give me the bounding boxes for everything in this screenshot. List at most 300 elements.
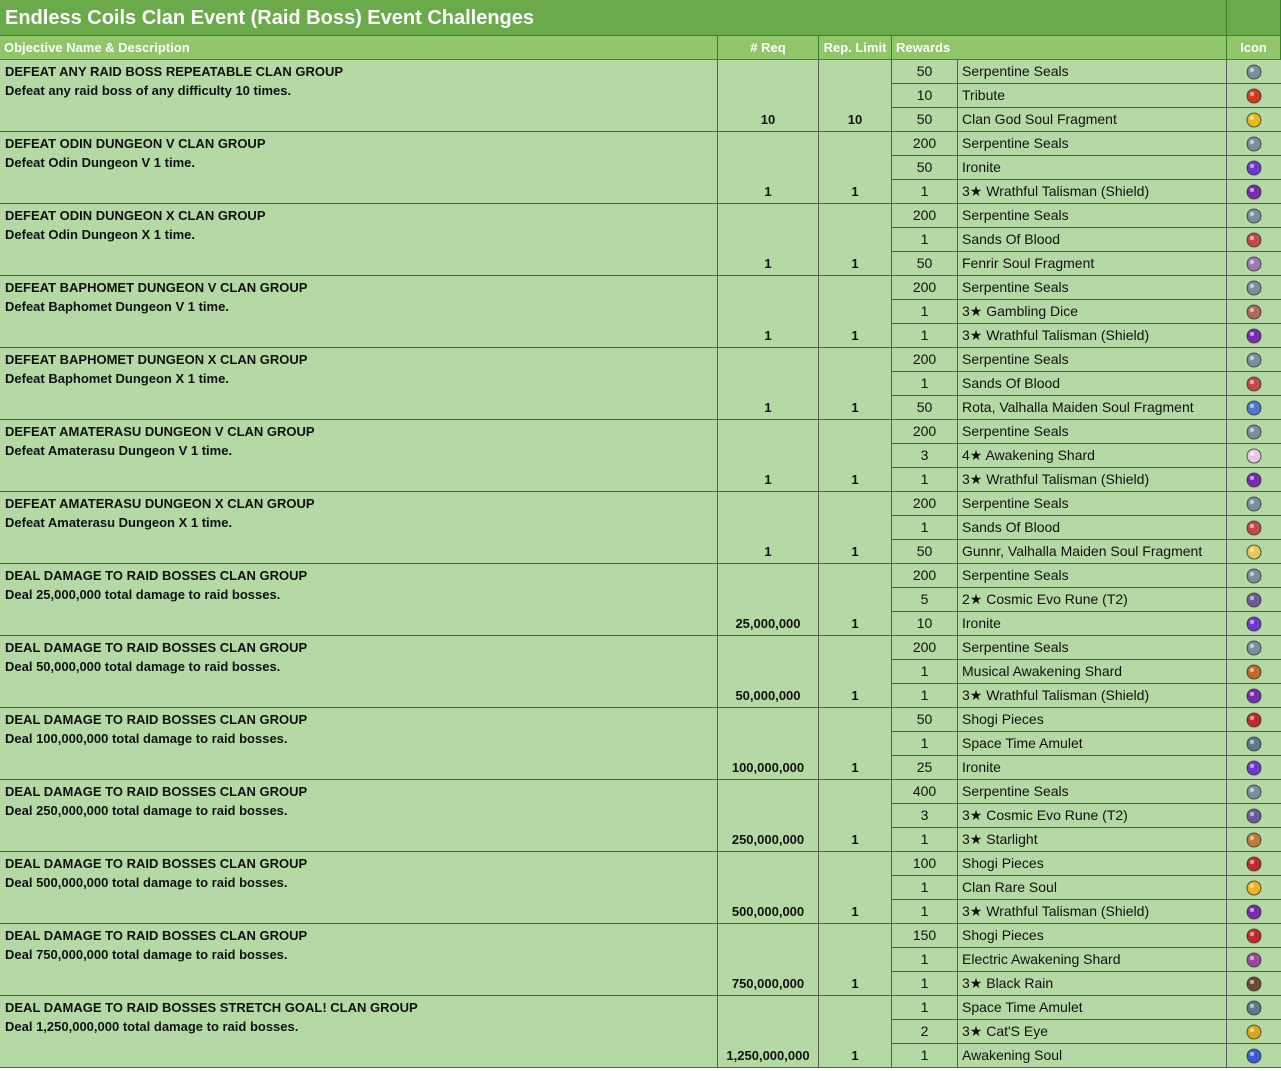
objective-name: DEAL DAMAGE TO RAID BOSSES CLAN GROUP	[5, 928, 308, 943]
reward-icon-cell[interactable]	[1227, 108, 1281, 131]
objective-description: Deal 500,000,000 total damage to raid bosses.	[5, 875, 288, 890]
rep-limit-cell[interactable]	[819, 708, 892, 779]
reward-icon-cell[interactable]	[1227, 324, 1281, 347]
reward-icon-cell[interactable]	[1227, 60, 1281, 83]
reward-row	[892, 828, 1281, 851]
reward-quantity[interactable]: 10	[892, 612, 958, 635]
reward-name[interactable]: 3★ Wrathful Talisman (Shield)	[958, 684, 1227, 707]
reward-icon-cell[interactable]	[1227, 996, 1281, 1019]
reward-quantity[interactable]: 1	[892, 996, 958, 1019]
rep-limit-cell[interactable]	[819, 492, 892, 563]
objective-description: Deal 25,000,000 total damage to raid bosses.	[5, 587, 281, 602]
req-cell[interactable]	[718, 204, 819, 275]
reward-row	[892, 108, 1281, 131]
req-cell[interactable]	[718, 780, 819, 851]
clan-rare-soul-icon	[1246, 880, 1262, 896]
objective-description: Defeat Amaterasu Dungeon X 1 time.	[5, 515, 233, 530]
reward-quantity[interactable]: 200	[892, 636, 958, 659]
reward-row	[892, 204, 1281, 228]
objective-group	[0, 564, 1281, 636]
objective-cell[interactable]	[0, 348, 718, 419]
reward-name[interactable]: Shogi Pieces	[958, 852, 1227, 875]
objective-name: DEFEAT ANY RAID BOSS REPEATABLE CLAN GROUP	[5, 64, 344, 79]
reward-quantity[interactable]: 200	[892, 204, 958, 227]
reward-icon-cell[interactable]	[1227, 204, 1281, 227]
reward-quantity[interactable]: 200	[892, 564, 958, 587]
reward-row	[892, 1020, 1281, 1044]
reward-quantity[interactable]: 150	[892, 924, 958, 947]
rep-limit-cell[interactable]	[819, 204, 892, 275]
reward-quantity[interactable]: 1	[892, 1044, 958, 1067]
objective-cell[interactable]	[0, 852, 718, 923]
tribute-icon	[1246, 88, 1262, 104]
rep-limit-cell[interactable]	[819, 636, 892, 707]
reward-name[interactable]: Clan Rare Soul	[958, 876, 1227, 899]
objective-name: DEAL DAMAGE TO RAID BOSSES CLAN GROUP	[5, 784, 308, 799]
reward-icon-cell[interactable]	[1227, 540, 1281, 563]
gambling-dice-icon	[1246, 304, 1262, 320]
req-value: 750,000,000	[731, 976, 805, 991]
req-value: 1	[764, 400, 772, 415]
reward-name[interactable]: 3★ Wrathful Talisman (Shield)	[958, 324, 1227, 347]
reward-quantity[interactable]: 1	[892, 324, 958, 347]
sands-of-blood-icon	[1246, 520, 1262, 536]
wrathful-talisman-icon	[1246, 184, 1262, 200]
reward-icon-cell[interactable]	[1227, 348, 1281, 371]
cosmic-evo-rune-icon	[1246, 808, 1262, 824]
reward-quantity[interactable]: 1	[892, 468, 958, 491]
reward-row	[892, 300, 1281, 324]
reward-quantity[interactable]: 25	[892, 756, 958, 779]
rewards-block	[892, 564, 1281, 635]
objective-name: DEAL DAMAGE TO RAID BOSSES CLAN GROUP	[5, 568, 308, 583]
objective-group	[0, 420, 1281, 492]
objective-description: Defeat Amaterasu Dungeon V 1 time.	[5, 443, 233, 458]
reward-icon-cell[interactable]	[1227, 420, 1281, 443]
reward-icon-cell[interactable]	[1227, 468, 1281, 491]
req-cell[interactable]	[718, 708, 819, 779]
reward-icon-cell[interactable]	[1227, 516, 1281, 539]
rewards-block	[892, 852, 1281, 923]
objective-cell[interactable]	[0, 708, 718, 779]
cosmic-evo-rune-icon	[1246, 592, 1262, 608]
req-value: 1	[764, 544, 772, 559]
reward-row	[892, 564, 1281, 588]
ironite-icon	[1246, 616, 1262, 632]
reward-quantity[interactable]: 50	[892, 708, 958, 731]
reward-row	[892, 516, 1281, 540]
wrathful-talisman-icon	[1246, 904, 1262, 920]
objective-cell[interactable]	[0, 204, 718, 275]
sheet-title[interactable]: Endless Coils Clan Event (Raid Boss) Event Challenges	[0, 0, 1227, 36]
reward-row	[892, 900, 1281, 923]
header-rep-limit[interactable]: Rep. Limit	[819, 36, 892, 60]
req-cell[interactable]	[718, 636, 819, 707]
reward-name[interactable]: Serpentine Seals	[958, 780, 1227, 803]
reward-row	[892, 780, 1281, 804]
reward-icon-cell[interactable]	[1227, 276, 1281, 299]
reward-quantity[interactable]: 10	[892, 84, 958, 107]
reward-icon-cell[interactable]	[1227, 372, 1281, 395]
objective-cell[interactable]	[0, 60, 718, 131]
reward-icon-cell[interactable]	[1227, 156, 1281, 179]
reward-quantity[interactable]: 1	[892, 876, 958, 899]
reward-icon-cell[interactable]	[1227, 684, 1281, 707]
reward-name[interactable]: Serpentine Seals	[958, 204, 1227, 227]
rep-limit-cell[interactable]	[819, 60, 892, 131]
rep-limit-cell[interactable]	[819, 420, 892, 491]
reward-icon-cell[interactable]	[1227, 636, 1281, 659]
reward-row	[892, 540, 1281, 563]
reward-name[interactable]: 2★ Cosmic Evo Rune (T2)	[958, 588, 1227, 611]
reward-name[interactable]: 3★ Cosmic Evo Rune (T2)	[958, 804, 1227, 827]
reward-row	[892, 684, 1281, 707]
ironite-icon	[1246, 160, 1262, 176]
reward-quantity[interactable]: 50	[892, 108, 958, 131]
req-value: 1	[764, 184, 772, 199]
reward-name[interactable]: Fenrir Soul Fragment	[958, 252, 1227, 275]
objective-name: DEAL DAMAGE TO RAID BOSSES STRETCH GOAL! CLAN GROUP	[5, 1000, 418, 1015]
reward-quantity[interactable]: 1	[892, 372, 958, 395]
rewards-block	[892, 348, 1281, 419]
req-cell[interactable]	[718, 276, 819, 347]
reward-quantity[interactable]: 1	[892, 900, 958, 923]
rep-limit-cell[interactable]	[819, 132, 892, 203]
reward-icon-cell[interactable]	[1227, 708, 1281, 731]
reward-name[interactable]: Space Time Amulet	[958, 732, 1227, 755]
reward-icon-cell[interactable]	[1227, 612, 1281, 635]
reward-row	[892, 180, 1281, 203]
reward-icon-cell[interactable]	[1227, 924, 1281, 947]
objective-description: Defeat Odin Dungeon X 1 time.	[5, 227, 195, 242]
rep-limit-cell[interactable]	[819, 780, 892, 851]
reward-row	[892, 996, 1281, 1020]
reward-row	[892, 348, 1281, 372]
reward-icon-cell[interactable]	[1227, 300, 1281, 323]
reward-row	[892, 612, 1281, 635]
serpentine-seal-icon	[1246, 136, 1262, 152]
objective-cell[interactable]	[0, 780, 718, 851]
objectives-table	[0, 60, 1281, 1068]
req-value: 1	[764, 472, 772, 487]
rep-limit-value: 1	[851, 904, 859, 919]
objective-cell[interactable]	[0, 564, 718, 635]
reward-icon-cell[interactable]	[1227, 756, 1281, 779]
reward-quantity[interactable]: 1	[892, 660, 958, 683]
reward-name[interactable]: Musical Awakening Shard	[958, 660, 1227, 683]
rewards-block	[892, 204, 1281, 275]
reward-quantity[interactable]: 50	[892, 252, 958, 275]
reward-quantity[interactable]: 1	[892, 516, 958, 539]
rep-limit-value: 1	[851, 256, 859, 271]
req-cell[interactable]	[718, 492, 819, 563]
reward-name[interactable]: Rota, Valhalla Maiden Soul Fragment	[958, 396, 1227, 419]
reward-row	[892, 444, 1281, 468]
objective-cell[interactable]	[0, 420, 718, 491]
reward-name[interactable]: 3★ Wrathful Talisman (Shield)	[958, 900, 1227, 923]
reward-name[interactable]: Sands Of Blood	[958, 516, 1227, 539]
req-cell[interactable]	[718, 996, 819, 1067]
reward-name[interactable]: Shogi Pieces	[958, 924, 1227, 947]
serpentine-seal-icon	[1246, 280, 1262, 296]
reward-quantity[interactable]: 5	[892, 588, 958, 611]
objective-description: Deal 100,000,000 total damage to raid bosses.	[5, 731, 288, 746]
rep-limit-cell[interactable]	[819, 348, 892, 419]
rep-limit-cell[interactable]	[819, 852, 892, 923]
objective-group	[0, 348, 1281, 420]
reward-row	[892, 852, 1281, 876]
awakening-soul-icon	[1246, 1048, 1262, 1064]
rewards-block	[892, 276, 1281, 347]
shogi-pieces-icon	[1246, 928, 1262, 944]
reward-icon-cell[interactable]	[1227, 252, 1281, 275]
reward-name[interactable]: Serpentine Seals	[958, 420, 1227, 443]
objective-group	[0, 996, 1281, 1068]
reward-icon-cell[interactable]	[1227, 876, 1281, 899]
reward-name[interactable]: Sands Of Blood	[958, 372, 1227, 395]
req-value: 250,000,000	[731, 832, 805, 847]
reward-name[interactable]: Space Time Amulet	[958, 996, 1227, 1019]
reward-quantity[interactable]: 1	[892, 300, 958, 323]
objective-group	[0, 780, 1281, 852]
reward-quantity[interactable]: 1	[892, 972, 958, 995]
objective-description: Defeat Baphomet Dungeon V 1 time.	[5, 299, 229, 314]
reward-icon-cell[interactable]	[1227, 228, 1281, 251]
objective-group	[0, 852, 1281, 924]
reward-quantity[interactable]: 50	[892, 156, 958, 179]
clan-god-soul-fragment-icon	[1246, 112, 1262, 128]
serpentine-seal-icon	[1246, 352, 1262, 368]
reward-name[interactable]: Serpentine Seals	[958, 60, 1227, 83]
reward-quantity[interactable]: 2	[892, 1020, 958, 1043]
reward-name[interactable]: Gunnr, Valhalla Maiden Soul Fragment	[958, 540, 1227, 563]
reward-name[interactable]: 3★ Cat'S Eye	[958, 1020, 1227, 1043]
reward-icon-cell[interactable]	[1227, 972, 1281, 995]
reward-row	[892, 588, 1281, 612]
reward-icon-cell[interactable]	[1227, 948, 1281, 971]
header-rewards[interactable]: Rewards	[892, 36, 1227, 60]
musical-awakening-shard-icon	[1246, 664, 1262, 680]
reward-row	[892, 492, 1281, 516]
rep-limit-cell[interactable]	[819, 924, 892, 995]
reward-quantity[interactable]: 1	[892, 732, 958, 755]
space-time-amulet-icon	[1246, 1000, 1262, 1016]
reward-quantity[interactable]: 1	[892, 684, 958, 707]
reward-row	[892, 156, 1281, 180]
reward-quantity[interactable]: 3	[892, 444, 958, 467]
reward-quantity[interactable]: 3	[892, 804, 958, 827]
objective-name: DEFEAT BAPHOMET DUNGEON X CLAN GROUP	[5, 352, 308, 367]
reward-row	[892, 660, 1281, 684]
wrathful-talisman-icon	[1246, 472, 1262, 488]
reward-name[interactable]: Clan God Soul Fragment	[958, 108, 1227, 131]
rep-limit-value: 1	[851, 328, 859, 343]
req-value: 1,250,000,000	[726, 1048, 810, 1063]
reward-name[interactable]: Serpentine Seals	[958, 636, 1227, 659]
reward-name[interactable]: 3★ Gambling Dice	[958, 300, 1227, 323]
wrathful-talisman-icon	[1246, 688, 1262, 704]
title-row	[0, 0, 1281, 36]
reward-row	[892, 84, 1281, 108]
req-cell[interactable]	[718, 564, 819, 635]
serpentine-seal-icon	[1246, 208, 1262, 224]
reward-row	[892, 396, 1281, 419]
reward-icon-cell[interactable]	[1227, 780, 1281, 803]
reward-name[interactable]: Electric Awakening Shard	[958, 948, 1227, 971]
rep-limit-value: 1	[851, 832, 859, 847]
objective-name: DEAL DAMAGE TO RAID BOSSES CLAN GROUP	[5, 712, 308, 727]
header-icon[interactable]: Icon	[1227, 36, 1281, 60]
objective-cell[interactable]	[0, 924, 718, 995]
req-value: 1	[764, 256, 772, 271]
reward-name[interactable]: Sands Of Blood	[958, 228, 1227, 251]
reward-name[interactable]: Tribute	[958, 84, 1227, 107]
reward-name[interactable]: Ironite	[958, 756, 1227, 779]
reward-quantity[interactable]: 1	[892, 948, 958, 971]
reward-icon-cell[interactable]	[1227, 180, 1281, 203]
header-req[interactable]: # Req	[718, 36, 819, 60]
reward-quantity[interactable]: 200	[892, 132, 958, 155]
req-value: 25,000,000	[735, 616, 801, 631]
ironite-icon	[1246, 760, 1262, 776]
req-cell[interactable]	[718, 924, 819, 995]
objective-description: Deal 250,000,000 total damage to raid bosses.	[5, 803, 288, 818]
rep-limit-cell[interactable]	[819, 564, 892, 635]
reward-quantity[interactable]: 50	[892, 396, 958, 419]
objective-cell[interactable]	[0, 996, 718, 1067]
reward-row	[892, 708, 1281, 732]
reward-icon-cell[interactable]	[1227, 828, 1281, 851]
objective-cell[interactable]	[0, 132, 718, 203]
req-cell[interactable]	[718, 60, 819, 131]
reward-icon-cell[interactable]	[1227, 1020, 1281, 1043]
reward-name[interactable]: Ironite	[958, 156, 1227, 179]
reward-row	[892, 972, 1281, 995]
objective-description: Defeat Baphomet Dungeon X 1 time.	[5, 371, 229, 386]
req-cell[interactable]	[718, 852, 819, 923]
cats-eye-icon	[1246, 1024, 1262, 1040]
reward-name[interactable]: Serpentine Seals	[958, 276, 1227, 299]
shogi-pieces-icon	[1246, 712, 1262, 728]
reward-quantity[interactable]: 200	[892, 348, 958, 371]
objective-group	[0, 492, 1281, 564]
objective-group	[0, 60, 1281, 132]
rep-limit-value: 1	[851, 544, 859, 559]
reward-icon-cell[interactable]	[1227, 1044, 1281, 1067]
objective-description: Deal 750,000,000 total damage to raid bosses.	[5, 947, 288, 962]
reward-name[interactable]: Serpentine Seals	[958, 492, 1227, 515]
reward-row	[892, 276, 1281, 300]
rep-limit-cell[interactable]	[819, 996, 892, 1067]
reward-name[interactable]: 3★ Wrathful Talisman (Shield)	[958, 180, 1227, 203]
reward-quantity[interactable]: 400	[892, 780, 958, 803]
rewards-block	[892, 492, 1281, 563]
objective-name: DEFEAT AMATERASU DUNGEON V CLAN GROUP	[5, 424, 315, 439]
reward-name[interactable]: 4★ Awakening Shard	[958, 444, 1227, 467]
reward-name[interactable]: 3★ Wrathful Talisman (Shield)	[958, 468, 1227, 491]
serpentine-seal-icon	[1246, 640, 1262, 656]
reward-icon-cell[interactable]	[1227, 132, 1281, 155]
rep-limit-cell[interactable]	[819, 276, 892, 347]
reward-icon-cell[interactable]	[1227, 804, 1281, 827]
req-cell[interactable]	[718, 420, 819, 491]
reward-quantity[interactable]: 1	[892, 228, 958, 251]
reward-quantity[interactable]: 50	[892, 60, 958, 83]
reward-quantity[interactable]: 50	[892, 540, 958, 563]
rewards-block	[892, 420, 1281, 491]
rep-limit-value: 1	[851, 760, 859, 775]
reward-name[interactable]: Serpentine Seals	[958, 348, 1227, 371]
reward-icon-cell[interactable]	[1227, 732, 1281, 755]
serpentine-seal-icon	[1246, 64, 1262, 80]
reward-name[interactable]: 3★ Starlight	[958, 828, 1227, 851]
reward-icon-cell[interactable]	[1227, 852, 1281, 875]
reward-name[interactable]: Serpentine Seals	[958, 132, 1227, 155]
objective-group	[0, 204, 1281, 276]
reward-quantity[interactable]: 200	[892, 276, 958, 299]
objective-name: DEAL DAMAGE TO RAID BOSSES CLAN GROUP	[5, 856, 308, 871]
starlight-icon	[1246, 832, 1262, 848]
reward-icon-cell[interactable]	[1227, 396, 1281, 419]
req-cell[interactable]	[718, 348, 819, 419]
reward-quantity[interactable]: 200	[892, 420, 958, 443]
reward-row	[892, 732, 1281, 756]
reward-name[interactable]: Awakening Soul	[958, 1044, 1227, 1067]
reward-row	[892, 324, 1281, 347]
header-objective[interactable]: Objective Name & Description	[0, 36, 718, 60]
objective-name: DEFEAT ODIN DUNGEON X CLAN GROUP	[5, 208, 266, 223]
reward-row	[892, 372, 1281, 396]
reward-icon-cell[interactable]	[1227, 588, 1281, 611]
reward-icon-cell[interactable]	[1227, 84, 1281, 107]
req-cell[interactable]	[718, 132, 819, 203]
sands-of-blood-icon	[1246, 376, 1262, 392]
rep-limit-value: 1	[851, 400, 859, 415]
objective-group	[0, 636, 1281, 708]
title-icon-cell[interactable]	[1227, 0, 1281, 36]
reward-icon-cell[interactable]	[1227, 492, 1281, 515]
rewards-block	[892, 708, 1281, 779]
reward-quantity[interactable]: 1	[892, 828, 958, 851]
req-value: 50,000,000	[735, 688, 801, 703]
reward-name[interactable]: Ironite	[958, 612, 1227, 635]
reward-icon-cell[interactable]	[1227, 444, 1281, 467]
gunnr-soul-fragment-icon	[1246, 544, 1262, 560]
objective-name: DEFEAT ODIN DUNGEON V CLAN GROUP	[5, 136, 266, 151]
reward-quantity[interactable]: 100	[892, 852, 958, 875]
serpentine-seal-icon	[1246, 568, 1262, 584]
objective-cell[interactable]	[0, 492, 718, 563]
reward-row	[892, 924, 1281, 948]
reward-quantity[interactable]: 200	[892, 492, 958, 515]
objective-cell[interactable]	[0, 276, 718, 347]
reward-name[interactable]: 3★ Black Rain	[958, 972, 1227, 995]
reward-row	[892, 60, 1281, 84]
serpentine-seal-icon	[1246, 424, 1262, 440]
reward-name[interactable]: Shogi Pieces	[958, 708, 1227, 731]
reward-quantity[interactable]: 1	[892, 180, 958, 203]
req-value: 500,000,000	[731, 904, 805, 919]
rewards-block	[892, 780, 1281, 851]
reward-icon-cell[interactable]	[1227, 660, 1281, 683]
reward-icon-cell[interactable]	[1227, 900, 1281, 923]
reward-row	[892, 804, 1281, 828]
reward-name[interactable]: Serpentine Seals	[958, 564, 1227, 587]
objective-cell[interactable]	[0, 636, 718, 707]
wrathful-talisman-icon	[1246, 328, 1262, 344]
reward-icon-cell[interactable]	[1227, 564, 1281, 587]
objective-group	[0, 708, 1281, 780]
